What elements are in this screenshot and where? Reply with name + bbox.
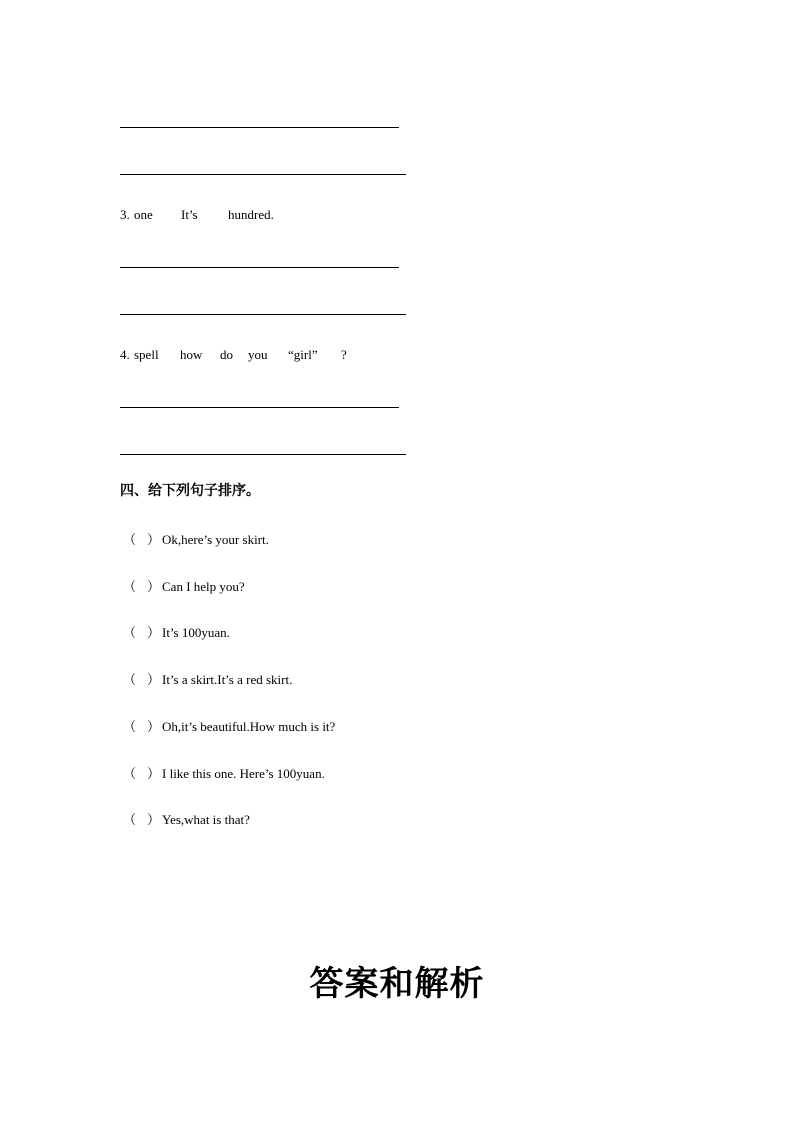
question-number: 4. xyxy=(120,347,130,362)
scrambled-word: how xyxy=(180,347,203,362)
answer-line xyxy=(120,407,399,408)
scrambled-word: It’s xyxy=(181,207,198,222)
scrambled-word: ? xyxy=(341,347,347,362)
scrambled-word: one xyxy=(134,207,153,222)
item-text: Can I help you? xyxy=(162,579,245,594)
answer-line xyxy=(120,454,406,455)
scrambled-word: “girl” xyxy=(288,347,318,362)
scrambled-word: you xyxy=(248,347,268,362)
item-text: Yes,what is that? xyxy=(162,812,250,827)
scrambled-word: spell xyxy=(134,347,159,362)
answer-line xyxy=(120,174,406,175)
section-title: 四、给下列句子排序。 xyxy=(120,483,260,499)
item-text: I like this one. Here’s 100yuan. xyxy=(162,766,325,781)
question-number: 3. xyxy=(120,207,130,222)
scrambled-word: do xyxy=(220,347,233,362)
item-text: Ok,here’s your skirt. xyxy=(162,532,269,547)
item-text: It’s a skirt.It’s a red skirt. xyxy=(162,672,293,687)
item-text: Oh,it’s beautiful.How much is it? xyxy=(162,719,336,734)
answer-heading: 答案和解析 xyxy=(309,964,485,1004)
item-text: It’s 100yuan. xyxy=(162,625,230,640)
scrambled-word: hundred. xyxy=(228,207,274,222)
answer-line xyxy=(120,267,399,268)
answer-line xyxy=(120,127,399,128)
answer-line xyxy=(120,314,406,315)
